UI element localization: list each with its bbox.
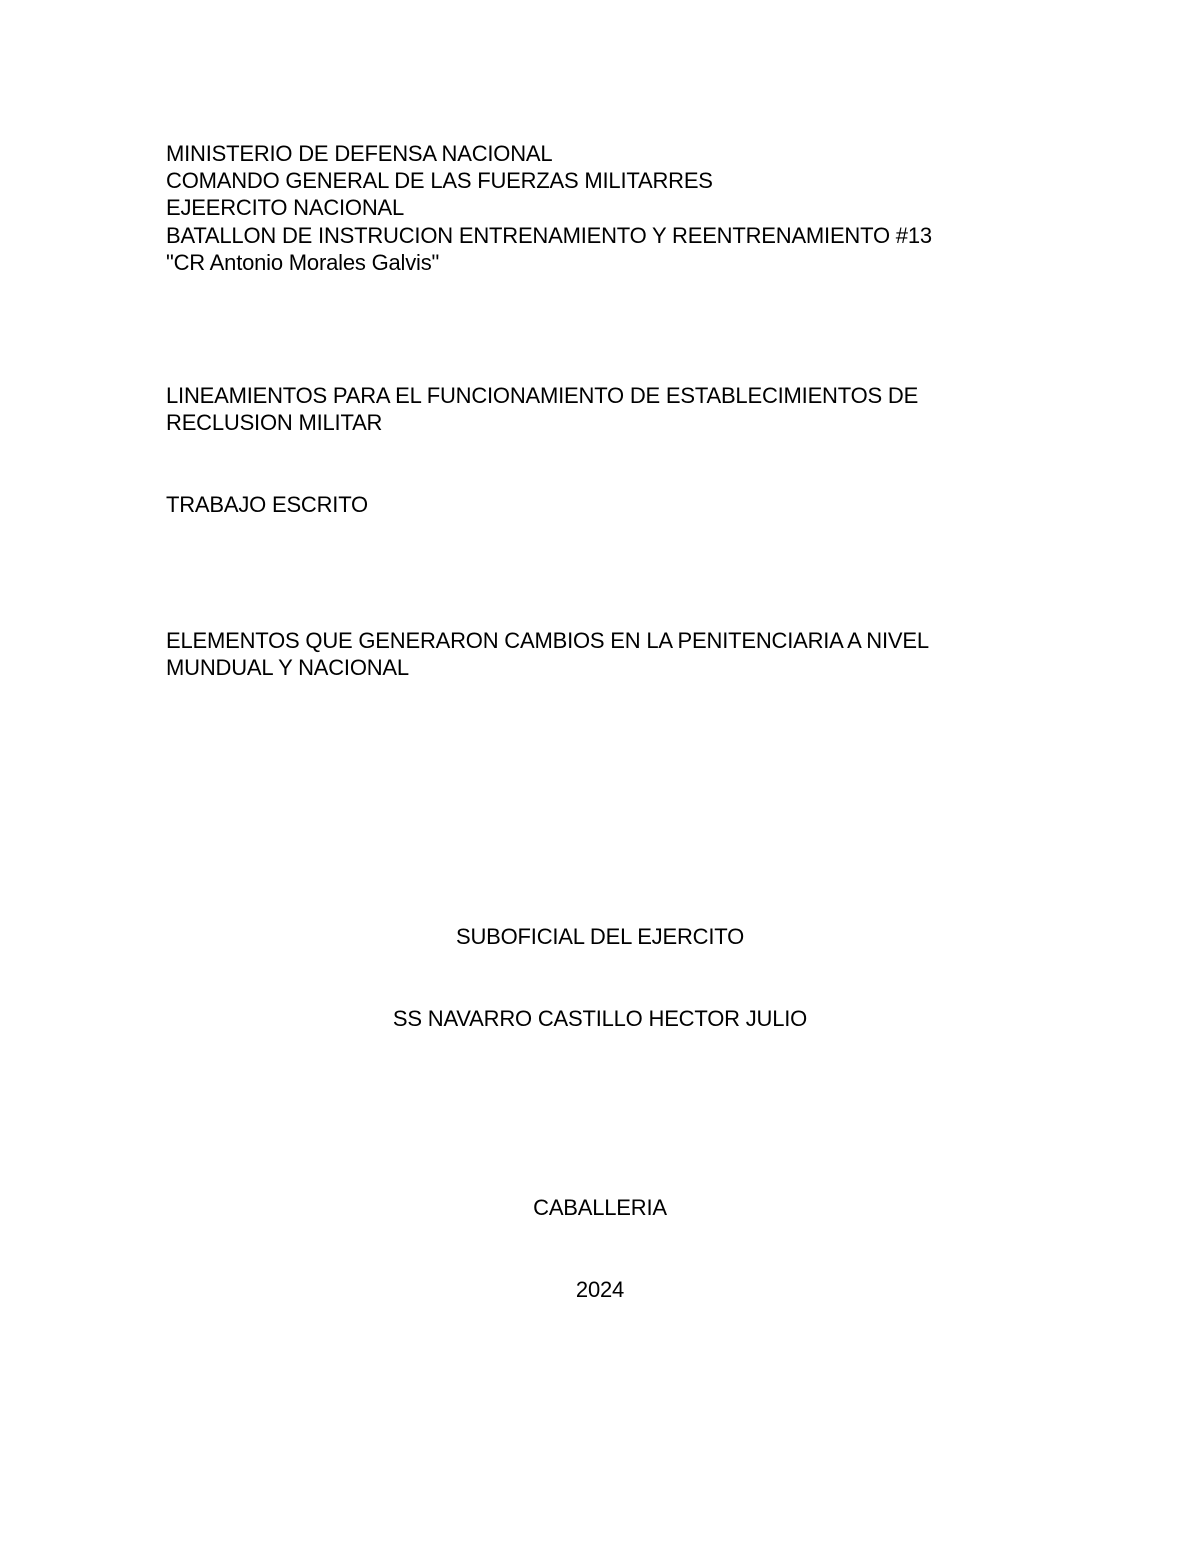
document-type: TRABAJO ESCRITO — [166, 492, 368, 517]
army-line: EJEERCITO NACIONAL — [166, 195, 405, 220]
command-line: COMANDO GENERAL DE LAS FUERZAS MILITARRES — [166, 168, 713, 193]
branch: CABALLERIA — [533, 1195, 667, 1220]
topic-line-1: ELEMENTOS QUE GENERARON CAMBIOS EN LA PENITENCIARIA A NIVEL — [166, 628, 929, 653]
ministry-line: MINISTERIO DE DEFENSA NACIONAL — [166, 141, 553, 166]
battalion-name-line: "CR Antonio Morales Galvis" — [166, 250, 440, 275]
battalion-line: BATALLON DE INSTRUCION ENTRENAMIENTO Y REENTRENAMIENTO #13 — [166, 223, 932, 248]
year: 2024 — [575, 1277, 625, 1302]
subject-line-2: RECLUSION MILITAR — [166, 410, 383, 435]
topic-line-2: MUNDUAL Y NACIONAL — [166, 655, 409, 680]
author-name: SS NAVARRO CASTILLO HECTOR JULIO — [392, 1006, 808, 1031]
author-rank: SUBOFICIAL DEL EJERCITO — [456, 924, 744, 949]
subject-line-1: LINEAMIENTOS PARA EL FUNCIONAMIENTO DE ESTABLECIMIENTOS DE — [166, 383, 919, 408]
